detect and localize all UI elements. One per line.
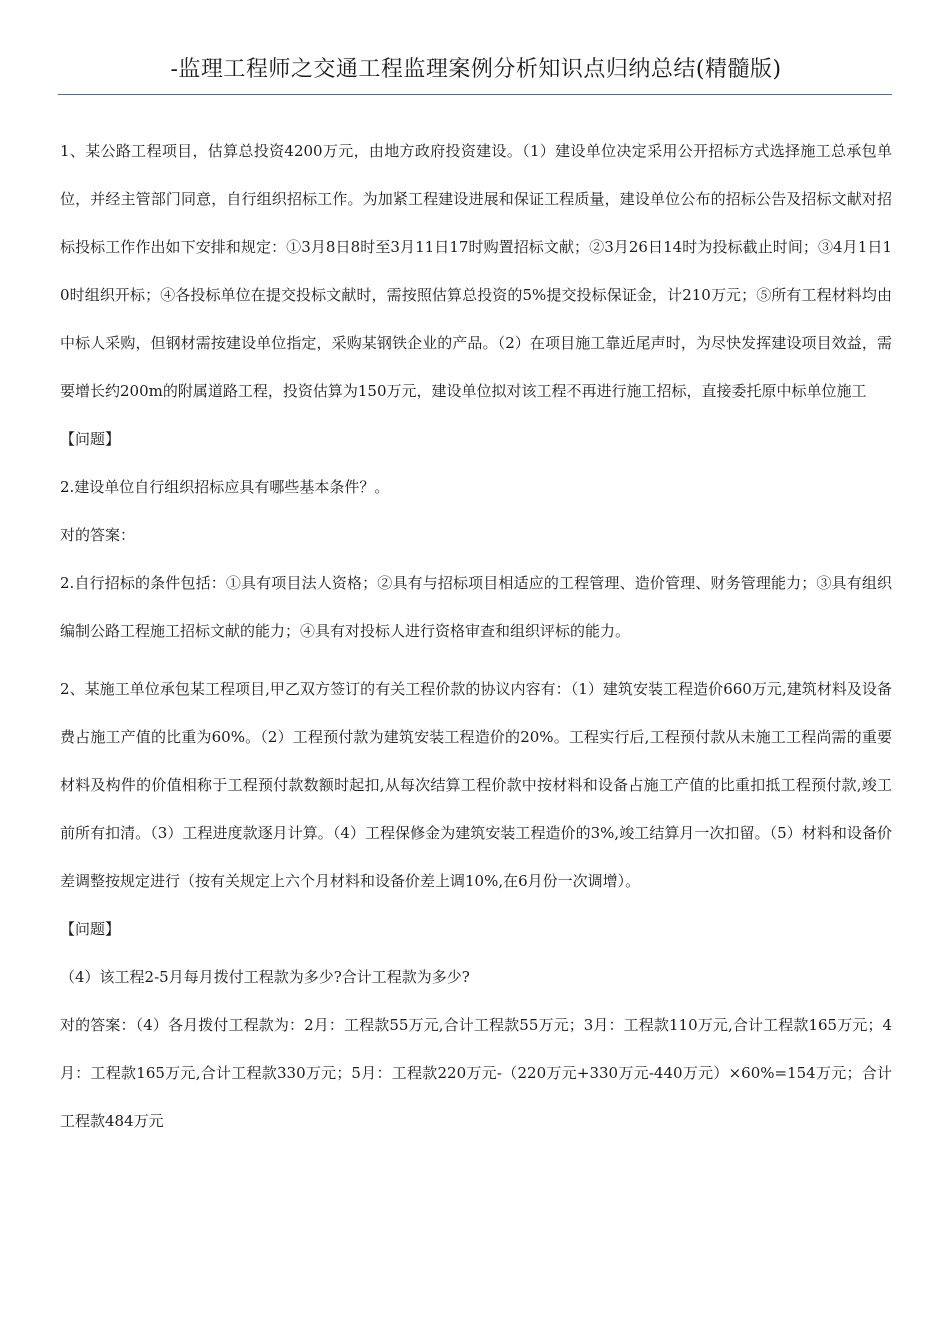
case-2-question: （4）该工程2-5月每月拨付工程款为多少?合计工程款为多少? <box>60 968 470 986</box>
case-separator <box>60 655 892 665</box>
case-1-question: 2.建设单位自行组织招标应具有哪些基本条件？。 <box>60 478 390 496</box>
case-2-question-header: 【问题】 <box>60 920 121 938</box>
page-title: -监理工程师之交通工程监理案例分析知识点归纳总结(精髓版) <box>170 57 782 82</box>
document-body <box>60 127 892 1145</box>
case-2 <box>60 665 892 1145</box>
title-divider <box>58 94 892 95</box>
case-1 <box>60 127 892 655</box>
case-1-answer-label: 对的答案： <box>60 526 136 544</box>
case-1-question-header: 【问题】 <box>60 430 121 448</box>
case-1-text: 1、某公路工程项目，估算总投资4200万元，由地方政府投资建设。（1）建设单位决定采用公开招标方式选择施工总承包单位，并经主管部门同意，自行组织招标工作。为加紧工程建设进展和保证工程质量，建设单位公布的招标公告及招标文献对招标投标工作作出如下安排和规定：①3月8日8时至3月11日17时购置招标文献；②3月26日14时为投标截止时间；③4月1日10时组织开标；④各投标单位在提交投标文献时，需按照估算总投资的5%提交投标保证金，计210万元；⑤所有工程材料均由中标人采购，但钢材需按建设单位指定，采购某钢铁企业的产品。（2）在项目施工靠近尾声时，为尽快发挥建设项目效益，需要增长约200m的附属道路工程，投资估算为150万元，建设单位拟对该工程不再进行施工招标，直接委托原中标单位施工 <box>60 142 892 400</box>
case-1-answer: 2.自行招标的条件包括：①具有项目法人资格；②具有与招标项目相适应的工程管理、造价管理、财务管理能力；③具有组织编制公路工程施工招标文献的能力；④具有对投标人进行资格审查和组织评标的能力。 <box>60 574 892 640</box>
case-2-answer: 对的答案：（4）各月拨付工程款为：2月：工程款55万元,合计工程款55万元；3月：工程款110万元,合计工程款165万元；4月：工程款165万元,合计工程款330万元；5月：工程款220万元-（220万元+330万元-440万元）×60%=154万元；合计工程款484万元 <box>60 1016 892 1130</box>
case-2-text: 2、某施工单位承包某工程项目,甲乙双方签订的有关工程价款的协议内容有：（1）建筑安装工程造价660万元,建筑材料及设备费占施工产值的比重为60%。（2）工程预付款为建筑安装工程造价的20%。工程实行后,工程预付款从未施工工程尚需的重要材料及构件的价值相称于工程预付款数额时起扣,从每次结算工程价款中按材料和设备占施工产值的比重扣抵工程预付款,竣工前所有扣清。（3）工程进度款逐月计算。（4）工程保修金为建筑安装工程造价的3%,竣工结算月一次扣留。（5）材料和设备价差调整按规定进行（按有关规定上六个月材料和设备价差上调10%,在6月份一次调增）。 <box>60 680 892 890</box>
